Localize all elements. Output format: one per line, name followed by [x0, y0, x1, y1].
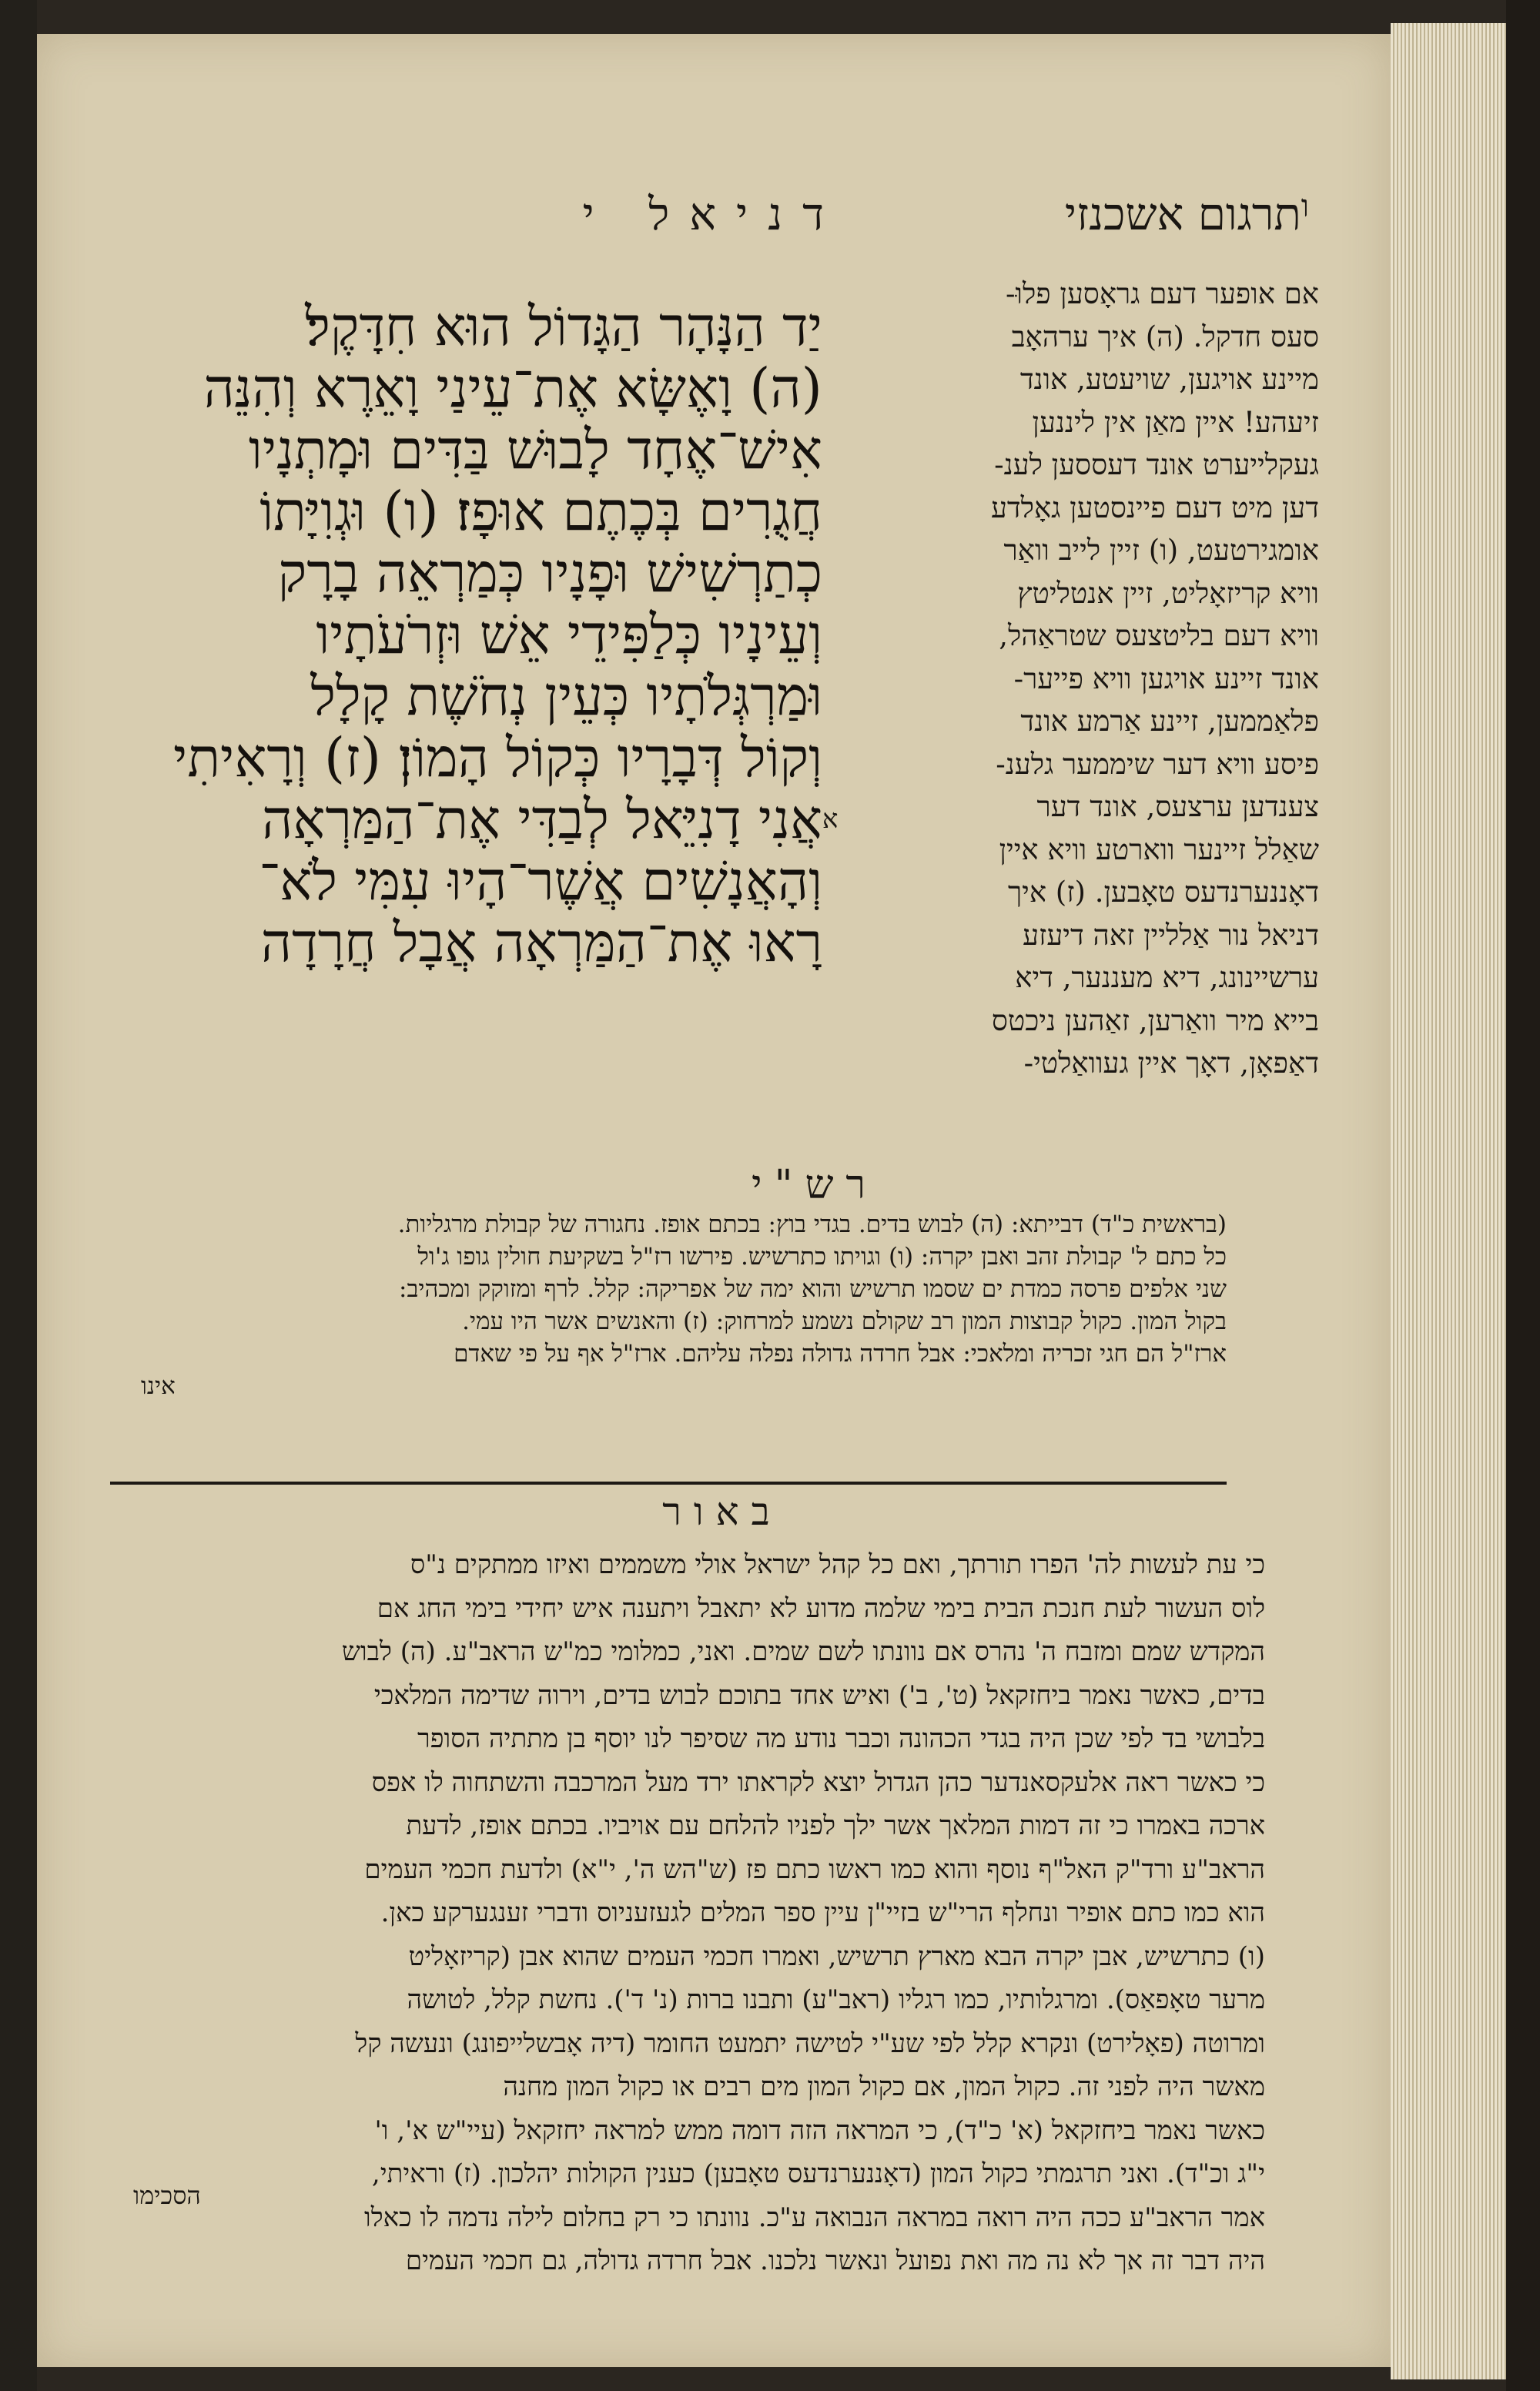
commentary-line: בלבושי בד לפי שכן היה בגדי הכהונה וכבר נודע מה שסיפר לנו יוסף בן מתתיה הסופר — [417, 1723, 1265, 1754]
translation-line: בייא מיר וואַרען, זאַהען ניכטס — [991, 1003, 1319, 1037]
commentary-line: שני אלפים פרסה כמדת ים שסמו תרשיש והוא ימה של אפריקה: קלל. לרף ומזוקק ומכהיב: — [399, 1275, 1227, 1303]
translation-line: צענדען ערצעס, אונד דער — [1036, 790, 1319, 823]
translation-line: אם אופער דעם גראָסען פלוּ- — [1006, 277, 1319, 310]
commentary-line: (ו) כתרשיש, אבן יקרה הבא מארץ תרשיש, ואמרו חכמי העמים שהוא אבן (קריזאָליט — [408, 1941, 1265, 1972]
commentary-line: לוס העשור לעת חנכת הבית בימי שלמה מדוע לא יתאבל ויתענה איש יחידי בימי החג אם — [377, 1592, 1265, 1624]
biur-heading: באור — [662, 1489, 782, 1534]
translation-line: וויא דעם בליטצעס שטראַהל, — [999, 619, 1319, 652]
verse-line: רָאוּ אֶת־הַמַּרְאָה אֲבָל חֲרָדָה — [260, 912, 822, 973]
commentary-line: כי כאשר ראה אלעקסאנדער כהן הגדול יוצא לקראתו ירד מעל המרכבה והשתחוה לו אפס — [371, 1766, 1265, 1798]
translation-line: דאַפאָן, דאָך איין געוואַלטי- — [1023, 1046, 1319, 1080]
section-divider — [110, 1482, 1227, 1485]
commentary-line: י"ג וכ"ד). ואני תרגמתי כקול המון (דאָננערנדעס טאָבען) כענין הקולות יהלכון. (ז) וראיתי, — [371, 2158, 1265, 2189]
translation-line: אומגירטעט, (ו) זיין לייב וואַר — [1003, 534, 1319, 567]
verse-line: אִישׁ־אֶחָד לָבוּשׁ בַּדִּים וּמָתְנָיו — [248, 419, 822, 481]
verse-line: וְעֵינָיו כְּלַפִּידֵי אֵשׁ וּזְרֹעֹתָיו — [316, 604, 822, 665]
rashi-heading: רש"י — [752, 1162, 878, 1208]
page-mark: ו — [1301, 189, 1309, 224]
verse-line: חֲגֻרִים בְּכֶתֶם אוּפָז׃ (ו) וּגְוִיָּתוֹ — [259, 481, 822, 542]
translation-line: סעס חדקל. (ה) איך ערהאָב — [1011, 320, 1319, 353]
commentary-line: ומרוטה (פאָלירט) ונקרא קלל לפי שע"י לטישה יתמעט החומר (דיה אָבשלייפונג) ונעשה קל — [355, 2028, 1265, 2059]
running-head-book: דניאל י — [582, 188, 844, 240]
translation-line: מיינע אויגען, שויעטע, אונד — [1019, 363, 1319, 396]
commentary-line: הוא כמו כתם אופיר ונחלף הרי"ש בזיי"ן עיין ספר המלים לגעזעניוס ודברי זענגערקע כאן. — [380, 1897, 1265, 1928]
commentary-line: כל כתם ל' קבולת זהב ואבן יקרה: (ו) וגויתו כתרשיש. פירשו רז"ל בשקיעת חולין גופו ג'ול — [417, 1243, 1227, 1271]
catchword: הסכימו — [133, 2181, 201, 2210]
commentary-line: כאשר נאמר ביחזקאל (א' כ"ד), כי המראה הזה דומה ממש למראה יחזקאל (עיי"ש א', ו' — [374, 2115, 1265, 2146]
translation-line: זיעהע! איין מאַן אין ליננען — [1032, 405, 1319, 439]
commentary-line: מרער טאָפאַס). ומרגלותיו, כמו רגליו (ראב"ע) ותבנו ברות (נ' ד'). נחשת קלל, לטושה — [407, 1984, 1265, 2015]
commentary-line: בדים, כאשר נאמר ביחזקאל (ט', ב') ואיש אחד בתוכם לבוש בדים, וירוה שדימה המלאכי — [373, 1679, 1265, 1711]
translation-line: ערשיינונג, דיא מעננער, דיא — [1015, 961, 1319, 994]
commentary-line: ארכה באמרו כי זה דמות המלאך אשר ילך לפניו להלחם עם אויביו. בכתם אופז, לדעת — [406, 1810, 1265, 1841]
note-marker: א — [822, 804, 839, 835]
verse-line: (ה) וָאֶשָּׂא אֶת־עֵינַי וָאֵרֶא וְהִנֵּה — [203, 357, 822, 419]
commentary-line: אמר הראב"ע ככה היה רואה במראה הנבואה ע"כ. נוונתו כי רק בחלום לילה נדמה לו כאלו — [364, 2202, 1265, 2233]
commentary-line: בקול המון. כקול קבוצות המון רב שקולם נשמע למרחוק: (ז) והאנשים אשר היו עמי. — [462, 1308, 1227, 1335]
rashi-commentary — [110, 1208, 1227, 1402]
translation-line: פלאַממען, זיינע אַרמע אונד — [1020, 705, 1319, 738]
hebrew-verses — [106, 296, 822, 973]
page-stack-edge — [1391, 23, 1506, 2379]
translation-line: פיסע וויא דער שיממער גלענ- — [996, 747, 1319, 781]
translation-line: געקלייערט אונד דעססען לענ- — [994, 448, 1319, 481]
scan-margin — [1506, 0, 1540, 2391]
translation-line: וויא קריזאָליט, זיין אנטליטץ — [1017, 576, 1319, 610]
commentary-line: המקדש שמם ומזבח ה' נהרס אם נוונתו לשם שמים. ואני, כמלומי כמ"ש הראב"ע. (ה) לבוש — [341, 1636, 1265, 1667]
biur-commentary — [110, 1543, 1265, 2283]
translation-title: תרגום אשכנזי — [1064, 188, 1301, 240]
german-translation-column — [842, 273, 1319, 1085]
commentary-line: כי עת לעשות לה' הפרו תורתך, ואם כל קהל ישראל אולי משממים ואיזו ממתקים נ"ס — [410, 1549, 1265, 1580]
translation-line: אונד זיינע אויגען וויא פייער- — [1013, 661, 1319, 695]
verse-line: אֲנִי דָנִיֵּאל לְבַדִּי אֶת־הַמַּרְאָה — [262, 789, 822, 850]
facing-page-edge — [0, 0, 37, 2391]
commentary-line: היה דבר זה אך לא נה מה ואת נפועל ונאשר נלכנו. אבל חרדה גדולה, גם חכמי העמים — [405, 2245, 1265, 2276]
commentary-line: מאשר היה לפני זה. כקול המון, אם כקול המון מים רבים או כקול המון מחנה — [503, 2071, 1265, 2102]
verse-line: יַד הַנָּהָר הַגָּדוֹל הוּא חִדָּקֶל׃ — [305, 296, 822, 357]
book-page — [37, 34, 1391, 2367]
commentary-line: אינו — [141, 1372, 176, 1400]
commentary-line: הראב"ע ורד"ק האל"ף נוסף והוא כמו ראשו כתם פז (ש"הש ה', י"א) ולדעת חכמי העמים — [364, 1854, 1265, 1885]
verse-line: וּמַרְגְּלֹתָיו כְּעֵין נְחֹשֶׁת קָלָל — [310, 665, 822, 727]
translation-line: דניאל נור אַלליין זאה דיעזע — [1023, 918, 1319, 952]
verse-line: כְתַרְשִׁישׁ וּפָנָיו כְּמַרְאֵה בָרָק — [277, 542, 822, 604]
commentary-line: ארז"ל הם חגי זכריה ומלאכי: אבל חרדה גדולה נפלה עליהם. ארז"ל אף על פי שאדם — [454, 1340, 1227, 1368]
translation-line: דען מיט דעם פיינסטען גאָלדע — [990, 491, 1319, 524]
running-head-translation — [816, 188, 1309, 240]
verse-line: וְהָאֲנָשִׁים אֲשֶׁר־הָיוּ עִמִּי לֹא־ — [259, 850, 822, 912]
translation-line: שאַלל זיינער ווארטע וויא איין — [999, 832, 1319, 866]
translation-line: דאָננערנדעס טאָבען. (ז) איך — [1007, 876, 1319, 909]
commentary-line: (בראשית כ"ד) דבייתא: (ה) לבוש בדים. בגדי בוץ: בכתם אופז. נחגורה של קבולת מרגליות. — [397, 1211, 1227, 1238]
verse-line: וְקוֹל דְּבָרָיו כְּקוֹל הָמוֹן׃ (ז) וְרָאִיתִי — [172, 727, 822, 789]
